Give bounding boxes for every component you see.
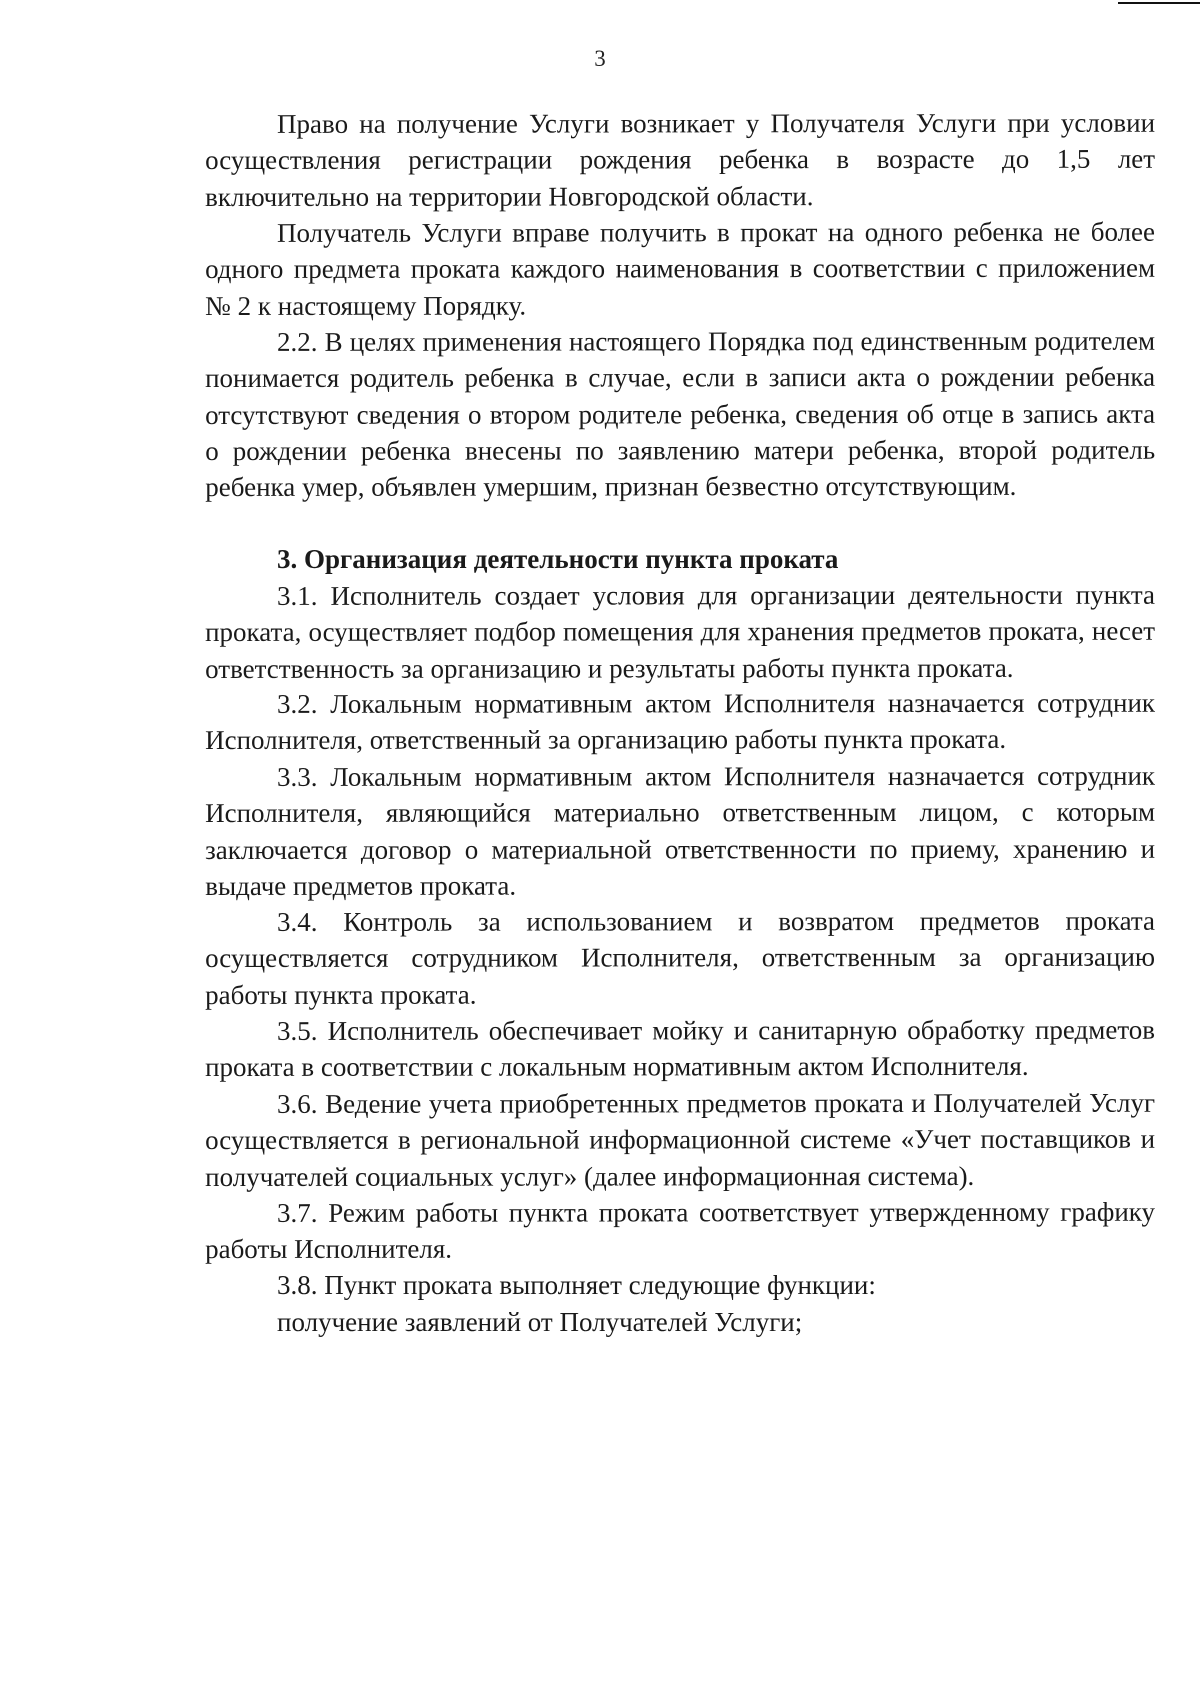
- paragraph-3-6: 3.6. Ведение учета приобретенных предметов проката и Получателей Услуг осуществляется в региональной информационной системе «Учет поставщиков и получателей социальных услуг» (далее информационная система).: [205, 1087, 1156, 1192]
- paragraph-3-3: 3.3. Локальным нормативным актом Исполнителя назначается сотрудник Исполнителя, являющийся материально ответственным лицом, с которым заключается договор о материальной ответственности по приему, хранению и выдаче предметов проката.: [205, 760, 1156, 901]
- paragraph-right-to-service: Право на получение Услуги возникает у Получателя Услуги при условии осуществления регистрации рождения ребенка в возрасте до 1,5 лет включительно на территории Новгородской области.: [205, 107, 1156, 212]
- scan-edge-mark: [1118, 2, 1200, 4]
- document-body: [205, 106, 1155, 1340]
- page-number: 3: [594, 46, 606, 71]
- paragraph-3-5: 3.5. Исполнитель обеспечивает мойку и санитарную обработку предметов проката в соответствии с локальным нормативным актом Исполнителя.: [205, 1014, 1156, 1083]
- paragraph-3-1: 3.1. Исполнитель создает условия для организации деятельности пункта проката, осуществляет подбор помещения для хранения предметов проката, несет ответственность за организацию и результаты работы пункта проката.: [205, 579, 1156, 684]
- paragraph-3-8: 3.8. Пункт проката выполняет следующие функции:: [277, 1270, 876, 1301]
- paragraph-2-2: 2.2. В целях применения настоящего Порядка под единственным родителем понимается родитель ребенка в случае, если в записи акта о рождении ребенка отсутствуют сведения о втором родителе ребенка, сведения об отце в запись акта о рождении ребенка внесены по заявлению матери ребенка, второй родитель ребенка умер, объявлен умершим, признан безвестно отсутствующим.: [205, 325, 1156, 502]
- section-heading-3: 3. Организация деятельности пункта проката: [277, 544, 839, 575]
- paragraph-3-7: 3.7. Режим работы пункта проката соответствует утвержденному графику работы Исполнителя.: [205, 1196, 1156, 1264]
- list-item-function-1: получение заявлений от Получателей Услуги;: [277, 1306, 803, 1337]
- paragraph-rental-limit: Получатель Услуги вправе получить в прокат на одного ребенка не более одного предмета проката каждого наименования в соответствии с приложением № 2 к настоящему Порядку.: [205, 216, 1156, 321]
- paragraph-3-2: 3.2. Локальным нормативным актом Исполнителя назначается сотрудник Исполнителя, ответственный за организацию работы пункта проката.: [205, 688, 1156, 756]
- paragraph-3-4: 3.4. Контроль за использованием и возвратом предметов проката осуществляется сотрудником Исполнителя, ответственным за организацию работы пункта проката.: [205, 905, 1156, 1010]
